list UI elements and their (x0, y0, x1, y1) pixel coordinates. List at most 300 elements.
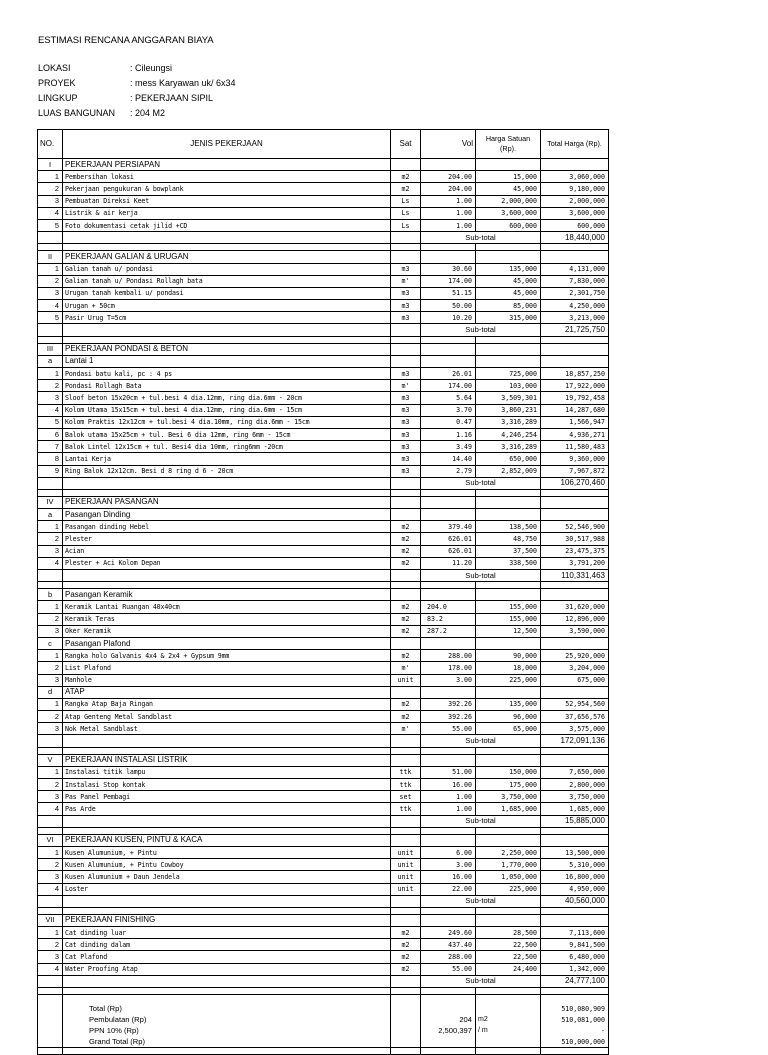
row-total: 31,620,000 (541, 601, 609, 613)
spacer-cell (541, 336, 609, 343)
row-desc: List Plafond (63, 662, 391, 674)
header-desc: JENIS PEKERJAAN (63, 130, 391, 159)
row-sat: set (391, 791, 421, 803)
row-total: 7,830,000 (541, 275, 609, 287)
table-row (38, 392, 609, 404)
row-harga (476, 637, 541, 649)
row-desc (63, 232, 391, 244)
row-sat: m3 (391, 416, 421, 428)
row-sat: m2 (391, 613, 421, 625)
row-desc: Balok utama 15x25cm + tul. Besi 6 dia 12mm, ring 6mm - 15cm (63, 428, 391, 440)
row-harga: 4,246,254 (476, 428, 541, 440)
row-desc: Galian tanah u/ pondasi (63, 263, 391, 275)
row-no: 5 (38, 312, 63, 324)
summary-total: - (541, 1025, 609, 1036)
spacer-cell (541, 747, 609, 754)
row-no: 1 (38, 846, 63, 858)
row-desc: Pondasi batu kali, pc : 4 ps (63, 368, 391, 380)
spacer-cell (421, 747, 476, 754)
row-desc: Instalasi titik lampu (63, 766, 391, 778)
summary-label: Pembulatan (Rp) (63, 1014, 391, 1025)
spacer-cell (421, 489, 476, 496)
summary-tail-cell (476, 1048, 541, 1055)
row-no: 2 (38, 859, 63, 871)
row-sat: m2 (391, 927, 421, 939)
row-total (541, 686, 609, 698)
subtotal-row (38, 975, 609, 987)
row-vol: 16.00 (421, 779, 476, 791)
row-desc (63, 975, 391, 987)
row-sat: m2 (391, 533, 421, 545)
row-vol: 3.00 (421, 674, 476, 686)
row-total: 3,060,000 (541, 171, 609, 183)
row-sat (391, 477, 421, 489)
row-vol: 0.47 (421, 416, 476, 428)
row-sat (391, 834, 421, 846)
row-harga: 600,000 (476, 219, 541, 231)
summary-total: 510,000,000 (541, 1036, 609, 1048)
spacer-cell (541, 827, 609, 834)
row-no: 3 (38, 951, 63, 963)
summary-total: 510,080,909 (541, 1003, 609, 1014)
subtotal-label: Sub-total (421, 735, 541, 747)
row-harga (476, 834, 541, 846)
row-vol: 174.00 (421, 275, 476, 287)
row-harga: 3,750,000 (476, 791, 541, 803)
row-sat (391, 754, 421, 766)
meta-row (38, 63, 172, 75)
row-harga: 3,316,289 (476, 441, 541, 453)
spacer-row (38, 747, 609, 754)
table-row (38, 766, 609, 778)
row-sat: unit (391, 846, 421, 858)
row-no: 2 (38, 779, 63, 791)
spacer-row (38, 244, 609, 251)
meta-row (38, 78, 236, 90)
summary-tail-cell (38, 1048, 63, 1055)
row-no: 3 (38, 545, 63, 557)
spacer-cell (63, 988, 391, 995)
subsection-row (38, 589, 609, 601)
spacer-cell (476, 827, 541, 834)
row-harga: 15,000 (476, 171, 541, 183)
row-harga: 2,250,000 (476, 846, 541, 858)
summary-row (38, 1036, 609, 1048)
row-sat: m3 (391, 453, 421, 465)
summary-vol (421, 1003, 476, 1014)
row-total (541, 251, 609, 263)
spacer-cell (38, 336, 63, 343)
section-row (38, 159, 609, 171)
row-vol: 50.00 (421, 300, 476, 312)
row-no: 1 (38, 766, 63, 778)
spacer-cell (421, 827, 476, 834)
subtotal-row (38, 735, 609, 747)
row-total: 6,480,000 (541, 951, 609, 963)
row-desc: Kolom Utama 15x15cm + tul.besi 4 dia.12mm, ring dia.6mm - 15cm (63, 404, 391, 416)
row-vol: 437.40 (421, 939, 476, 951)
row-desc: Kusen Alumunium, + Pintu (63, 846, 391, 858)
row-total: 23,475,375 (541, 545, 609, 557)
spacer-cell (541, 582, 609, 589)
row-no: 3 (38, 723, 63, 735)
spacer-cell (391, 907, 421, 914)
row-harga: 22,500 (476, 951, 541, 963)
row-vol: 10.20 (421, 312, 476, 324)
row-desc (63, 324, 391, 336)
row-total: 7,650,000 (541, 766, 609, 778)
row-no: 4 (38, 883, 63, 895)
row-no (38, 735, 63, 747)
row-harga: 1,050,000 (476, 871, 541, 883)
spacer-cell (421, 244, 476, 251)
row-sat: m' (391, 662, 421, 674)
row-sat (391, 509, 421, 521)
row-no: II (38, 251, 63, 263)
subtotal-row (38, 570, 609, 582)
row-no (38, 232, 63, 244)
table-row (38, 380, 609, 392)
summary-vol: 2,500,397 (421, 1025, 476, 1036)
header-total: Total Harga (Rp). (541, 130, 609, 159)
row-harga: 48,750 (476, 533, 541, 545)
row-total: 3,590,000 (541, 625, 609, 637)
row-no: V (38, 754, 63, 766)
row-total (541, 343, 609, 355)
row-harga: 2,000,000 (476, 195, 541, 207)
cost-estimate-table (37, 129, 609, 1055)
row-vol: 6.00 (421, 846, 476, 858)
row-no: 3 (38, 791, 63, 803)
row-sat (391, 815, 421, 827)
row-desc: PEKERJAAN PERSIAPAN (63, 159, 391, 171)
row-harga: 225,000 (476, 883, 541, 895)
meta-value: : 204 M2 (130, 108, 166, 118)
table-row (38, 927, 609, 939)
row-desc: Pembuatan Direksi Keet (63, 195, 391, 207)
meta-row (38, 108, 165, 120)
row-total: 30,517,988 (541, 533, 609, 545)
spacer-row (38, 489, 609, 496)
row-vol (421, 686, 476, 698)
spacer-cell (541, 244, 609, 251)
row-desc: Ring Balok 12x12cm. Besi d 8 ring d 6 - 20cm (63, 465, 391, 477)
row-desc: PEKERJAAN FINISHING (63, 914, 391, 926)
spacer-row (38, 827, 609, 834)
spacer-cell (476, 747, 541, 754)
table-row (38, 698, 609, 710)
row-desc: Keramik Lantai Ruangan 40x40cm (63, 601, 391, 613)
row-desc: Instalasi Stop kontak (63, 779, 391, 791)
table-row (38, 613, 609, 625)
row-vol (421, 251, 476, 263)
row-vol (421, 589, 476, 601)
row-total (541, 754, 609, 766)
subtotal-row (38, 815, 609, 827)
row-desc: Foto dokumentasi cetak jilid +CD (63, 219, 391, 231)
subtotal-row (38, 477, 609, 489)
row-total: 14,287,680 (541, 404, 609, 416)
row-desc: PEKERJAAN INSTALASI LISTRIK (63, 754, 391, 766)
row-desc: PEKERJAAN GALIAN & URUGAN (63, 251, 391, 263)
row-no: 2 (38, 275, 63, 287)
row-no: c (38, 637, 63, 649)
row-sat: m2 (391, 951, 421, 963)
row-vol: 55.00 (421, 723, 476, 735)
row-harga: 155,000 (476, 613, 541, 625)
row-sat: m3 (391, 312, 421, 324)
row-vol: 288.00 (421, 951, 476, 963)
spacer-cell (391, 747, 421, 754)
subtotal-value: 106,270,460 (541, 477, 609, 489)
row-total: 2,800,000 (541, 779, 609, 791)
row-harga (476, 159, 541, 171)
row-sat (391, 159, 421, 171)
row-total: 12,896,000 (541, 613, 609, 625)
spacer-cell (391, 489, 421, 496)
row-desc: Urugan + 50cm (63, 300, 391, 312)
row-no: 2 (38, 613, 63, 625)
table-row (38, 557, 609, 569)
spacer-cell (391, 336, 421, 343)
row-sat (391, 343, 421, 355)
row-sat: m' (391, 275, 421, 287)
spacer-cell (541, 988, 609, 995)
row-harga (476, 355, 541, 367)
row-harga: 24,400 (476, 963, 541, 975)
table-row (38, 263, 609, 275)
row-desc: Pasangan Plafond (63, 637, 391, 649)
row-vol: 51.15 (421, 287, 476, 299)
row-vol: 1.00 (421, 219, 476, 231)
spacer-row (38, 907, 609, 914)
summary-gap-cell (38, 995, 63, 1004)
table-row (38, 625, 609, 637)
row-desc: Balok Lintel 12x15cm + tul. Besi4 dia 10mm, ring6mm -20cm (63, 441, 391, 453)
row-no: VI (38, 834, 63, 846)
spacer-row (38, 988, 609, 995)
spacer-cell (421, 907, 476, 914)
table-row (38, 533, 609, 545)
summary-tail-cell (63, 1048, 391, 1055)
row-vol: 1.00 (421, 195, 476, 207)
row-harga: 96,000 (476, 711, 541, 723)
row-desc: Acian (63, 545, 391, 557)
row-vol: 51.00 (421, 766, 476, 778)
row-no: b (38, 589, 63, 601)
row-no: 3 (38, 195, 63, 207)
subtotal-label: Sub-total (421, 324, 541, 336)
section-row (38, 343, 609, 355)
row-total: 600,000 (541, 219, 609, 231)
row-desc: Urugan tanah kembali u/ pondasi (63, 287, 391, 299)
row-vol: 287.2 (421, 625, 476, 637)
row-no: 3 (38, 392, 63, 404)
row-total: 9,360,000 (541, 453, 609, 465)
subtotal-row (38, 895, 609, 907)
row-vol: 16.00 (421, 871, 476, 883)
row-vol: 204.00 (421, 171, 476, 183)
row-harga: 3,509,301 (476, 392, 541, 404)
row-vol (421, 496, 476, 508)
row-no: 1 (38, 263, 63, 275)
spacer-cell (421, 988, 476, 995)
row-vol: 204.0 (421, 601, 476, 613)
page-title: ESTIMASI RENCANA ANGGARAN BIAYA (38, 35, 214, 46)
row-total (541, 496, 609, 508)
summary-unit (476, 1003, 541, 1014)
row-harga (476, 251, 541, 263)
row-desc: Pas Arde (63, 803, 391, 815)
row-no: 1 (38, 601, 63, 613)
row-harga: 725,000 (476, 368, 541, 380)
summary-no (38, 1036, 63, 1048)
subtotal-value: 18,440,000 (541, 232, 609, 244)
row-total: 3,204,000 (541, 662, 609, 674)
row-sat: Ls (391, 219, 421, 231)
meta-key: PROYEK (38, 78, 76, 88)
row-sat (391, 570, 421, 582)
row-desc: Pasangan Keramik (63, 589, 391, 601)
row-total: 3,600,000 (541, 207, 609, 219)
row-total (541, 914, 609, 926)
summary-row (38, 1025, 609, 1036)
table-row (38, 723, 609, 735)
summary-no (38, 1014, 63, 1025)
row-total (541, 159, 609, 171)
spacer-cell (63, 489, 391, 496)
row-total: 17,922,000 (541, 380, 609, 392)
row-no (38, 975, 63, 987)
row-no (38, 815, 63, 827)
row-vol: 1.00 (421, 803, 476, 815)
row-harga: 22,500 (476, 939, 541, 951)
spacer-cell (38, 907, 63, 914)
row-desc: Rangka Atap Baja Ringan (63, 698, 391, 710)
subtotal-value: 21,725,750 (541, 324, 609, 336)
spacer-row (38, 336, 609, 343)
row-no: d (38, 686, 63, 698)
section-row (38, 496, 609, 508)
row-sat (391, 251, 421, 263)
row-total (541, 637, 609, 649)
row-no: 2 (38, 711, 63, 723)
subsection-row (38, 686, 609, 698)
row-sat: m2 (391, 183, 421, 195)
row-desc: Pasir Urug T=5cm (63, 312, 391, 324)
row-harga (476, 496, 541, 508)
row-vol (421, 355, 476, 367)
spacer-cell (476, 244, 541, 251)
row-desc: Rangka holo Galvanis 4x4 & 2x4 + Gypsum 9mm (63, 650, 391, 662)
row-no: a (38, 355, 63, 367)
row-sat: unit (391, 883, 421, 895)
summary-unit: / m (476, 1025, 541, 1036)
row-harga: 155,000 (476, 601, 541, 613)
summary-label: PPN 10% (Rp) (63, 1025, 391, 1036)
row-vol: 1.16 (421, 428, 476, 440)
subtotal-label: Sub-total (421, 895, 541, 907)
row-harga: 225,000 (476, 674, 541, 686)
row-total (541, 509, 609, 521)
row-vol: 14.40 (421, 453, 476, 465)
meta-key: LINGKUP (38, 93, 78, 103)
row-vol (421, 159, 476, 171)
row-vol: 30.60 (421, 263, 476, 275)
table-row (38, 545, 609, 557)
section-row (38, 754, 609, 766)
row-desc: Galian tanah u/ Pondasi Rollagh bata (63, 275, 391, 287)
row-desc: Lantai Kerja (63, 453, 391, 465)
row-harga: 2,852,009 (476, 465, 541, 477)
row-desc: Lantai 1 (63, 355, 391, 367)
spacer-cell (391, 988, 421, 995)
spacer-cell (421, 582, 476, 589)
summary-gap-cell (421, 995, 476, 1004)
table-row (38, 939, 609, 951)
summary-sat (391, 1014, 421, 1025)
row-sat: m2 (391, 601, 421, 613)
meta-value: : PEKERJAAN SIPIL (130, 93, 214, 103)
row-no: 4 (38, 803, 63, 815)
row-desc: Manhole (63, 674, 391, 686)
row-desc: Plester + Aci Kolom Depan (63, 557, 391, 569)
table-row (38, 275, 609, 287)
row-vol (421, 834, 476, 846)
row-desc: Atap Genteng Metal Sandblast (63, 711, 391, 723)
row-vol: 249.60 (421, 927, 476, 939)
row-desc: PEKERJAAN PASANGAN (63, 496, 391, 508)
row-harga (476, 754, 541, 766)
summary-label: Grand Total (Rp) (63, 1036, 391, 1048)
row-no: 4 (38, 557, 63, 569)
row-desc: Listrik & air kerja (63, 207, 391, 219)
row-vol: 288.00 (421, 650, 476, 662)
row-no: 5 (38, 219, 63, 231)
row-no (38, 570, 63, 582)
spacer-cell (38, 988, 63, 995)
row-harga: 37,500 (476, 545, 541, 557)
table-row (38, 963, 609, 975)
table-row (38, 312, 609, 324)
row-harga: 3,600,000 (476, 207, 541, 219)
row-no: 3 (38, 674, 63, 686)
row-no: 9 (38, 465, 63, 477)
row-vol: 174.00 (421, 380, 476, 392)
spacer-cell (63, 827, 391, 834)
row-harga: 85,000 (476, 300, 541, 312)
row-harga (476, 914, 541, 926)
row-no: 7 (38, 441, 63, 453)
row-harga (476, 686, 541, 698)
row-sat (391, 637, 421, 649)
table-row (38, 674, 609, 686)
row-total: 1,566,947 (541, 416, 609, 428)
subtotal-label: Sub-total (421, 570, 541, 582)
spacer-cell (391, 827, 421, 834)
table-row (38, 859, 609, 871)
row-desc: Water Proofing Atap (63, 963, 391, 975)
row-harga (476, 509, 541, 521)
row-desc: Pas Panel Pembagi (63, 791, 391, 803)
row-no: 3 (38, 625, 63, 637)
summary-no (38, 1003, 63, 1014)
row-vol: 1.00 (421, 791, 476, 803)
row-total: 25,920,000 (541, 650, 609, 662)
row-sat: m2 (391, 545, 421, 557)
row-sat: ttk (391, 766, 421, 778)
row-harga: 90,000 (476, 650, 541, 662)
